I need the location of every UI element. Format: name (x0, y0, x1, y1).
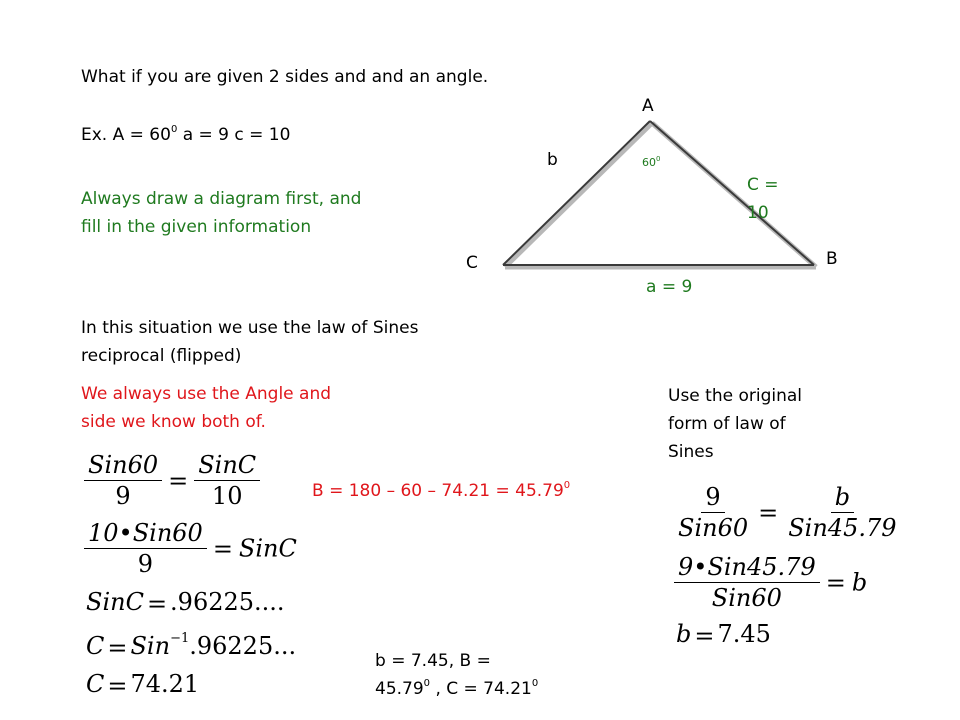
angle-b-calc-degree: 0 (563, 480, 571, 491)
angle-b-calculation (312, 477, 570, 505)
diagram-tip-line1: Always draw a diagram first, and (81, 189, 362, 209)
right-eq1-den-left: Sin60 (678, 514, 749, 542)
left-eq3: SinC = .96225.... (86, 588, 285, 618)
left-eq2-num: 10•Sin60 (84, 520, 207, 549)
summary-line2 (375, 675, 538, 703)
side-c-line2: 10 (747, 203, 769, 223)
left-eq4-value: .96225... (189, 632, 297, 660)
right-eq3-right: 7.45 (717, 620, 771, 648)
rule-line1: We always use the Angle and (81, 384, 332, 404)
angle-a-degree: 0 (656, 155, 661, 163)
left-eq1-frac-right (194, 452, 260, 509)
left-eq4-sin: Sin (130, 632, 171, 660)
right-note-line1: Use the original (668, 386, 803, 406)
side-b-label: b (547, 150, 558, 170)
diagram-tip-line2: fill in the given information (81, 217, 312, 237)
vertex-c-label: C (466, 253, 478, 273)
left-eq1-den-left: 9 (115, 482, 131, 510)
left-eq4-left: C (86, 632, 105, 660)
right-eq2-num: 9•Sin45.79 (674, 554, 820, 583)
summary-b-value: 45.79 (375, 679, 424, 699)
rule-line2: side we know both of. (81, 412, 266, 432)
left-eq3-right: .96225.... (170, 588, 285, 616)
angle-b-calc-text: B = 180 – 60 – 74.21 = 45.79 (312, 481, 564, 501)
example-degree: 0 (170, 124, 178, 135)
side-a-label: a = 9 (646, 277, 693, 297)
intro-question: What if you are given 2 sides and and an angle. (81, 67, 489, 87)
right-eq1-num-left: 9 (701, 484, 724, 513)
left-eq1-den-right: 10 (211, 482, 243, 510)
angle-a-label (642, 154, 660, 172)
right-note-line2: form of law of (668, 414, 786, 434)
left-eq2-frac (84, 520, 207, 577)
right-eq1-frac-right (784, 484, 900, 541)
angle-a-value: 60 (642, 156, 656, 169)
summary-line1: b = 7.45, B = (375, 651, 491, 671)
left-eq3-left: SinC (86, 588, 144, 616)
right-eq2-den: Sin60 (711, 584, 782, 612)
right-eq2-right: b (851, 568, 868, 597)
vertex-b-label: B (826, 249, 838, 269)
summary-c-value: , C = 74.21 (430, 679, 532, 699)
left-eq5-right: 74.21 (130, 670, 200, 698)
right-eq3: b = 7.45 (676, 620, 771, 650)
right-eq1-frac-left (674, 484, 752, 541)
example-rest: a = 9 c = 10 (177, 125, 291, 145)
summary-b-degree: 0 (423, 678, 431, 689)
situation-line1: In this situation we use the law of Sines (81, 318, 419, 338)
summary-c-degree: 0 (531, 678, 539, 689)
situation-line2: reciprocal (flipped) (81, 346, 242, 366)
side-c-line1: C = (747, 175, 779, 195)
left-eq1: $\frac{\text{Sin60}}{9}$ = $\frac{\text{SinC}}{10}$ (84, 452, 260, 509)
right-eq2: $\frac{\text{9•Sin45.79}}{\text{Sin60}}$ = b (674, 554, 867, 611)
left-eq5-left: C (86, 670, 105, 698)
vertex-a-label: A (642, 96, 654, 116)
left-eq2-right: SinC (238, 534, 297, 563)
left-eq1-frac-left (84, 452, 162, 509)
right-eq1-den-right: Sin45.79 (788, 514, 897, 542)
left-eq1-num-left: Sin60 (84, 452, 162, 481)
triangle-side-b (505, 123, 652, 267)
example-prefix: Ex. A = 60 (81, 125, 171, 145)
right-eq2-frac (674, 554, 820, 611)
left-eq4-exp: −1 (170, 631, 190, 646)
right-note-line3: Sines (668, 442, 714, 462)
right-eq1: $\frac{9}{\text{Sin60}}$ = $\frac{b}{\text{Sin45.79}}$ (674, 484, 901, 541)
right-eq3-left: b (676, 620, 692, 648)
left-eq4: C = Sin$^{-1}$.96225... (86, 631, 297, 662)
left-eq2-den: 9 (137, 550, 154, 578)
left-eq5: C = 74.21 (86, 670, 200, 700)
right-eq1-num-right: b (831, 484, 854, 513)
left-eq2: $\frac{\text{10•Sin60}}{9}$ = SinC (84, 520, 297, 577)
left-eq1-num-right: SinC (194, 452, 260, 481)
